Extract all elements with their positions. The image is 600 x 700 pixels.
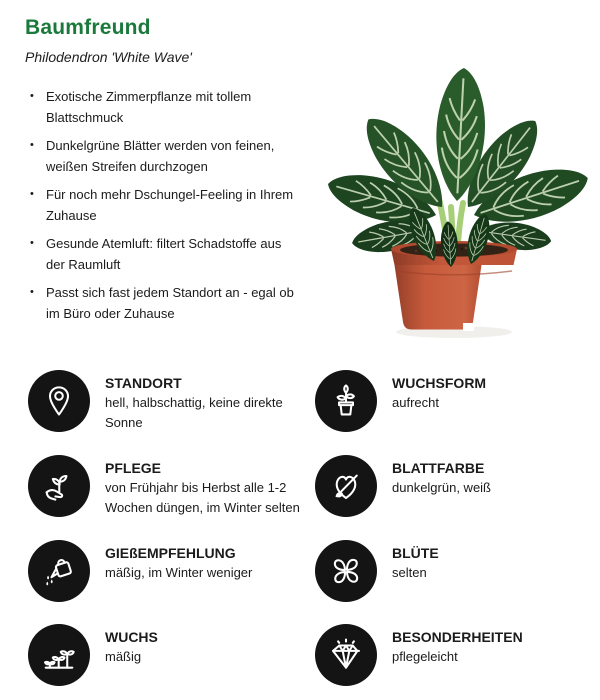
feature-description: selten — [392, 565, 427, 580]
feature-title: PFLEGE — [105, 460, 162, 476]
leaf-paintbrush-icon — [315, 455, 377, 517]
feature-description: aufrecht — [392, 395, 439, 410]
features-grid — [28, 370, 594, 686]
header — [25, 16, 192, 65]
feature-title: BLÜTE — [392, 545, 439, 561]
feature-description: dunkelgrün, weiß — [392, 480, 491, 495]
bullet-item: • Dunkelgrüne Blätter werden von feinen, weißen Streifen durchzogen — [27, 135, 299, 177]
location-pin-icon — [28, 370, 90, 432]
bullet-item: • Gesunde Atemluft: filtert Schadstoffe aus der Raumluft — [27, 233, 299, 275]
potted-plant-icon — [315, 370, 377, 432]
feature-bluete — [315, 540, 594, 602]
flower-icon — [315, 540, 377, 602]
feature-title: WUCHS — [105, 629, 158, 645]
bullet-item: • Exotische Zimmerpflanze mit tollem Blattschmuck — [27, 86, 299, 128]
feature-wuchs — [28, 624, 315, 686]
bullet-item: • Für noch mehr Dschungel-Feeling in Ihrem Zuhause — [27, 184, 299, 226]
botanical-name: Philodendron 'White Wave' — [25, 49, 192, 65]
feature-standort — [28, 370, 315, 433]
feature-pflege — [28, 455, 315, 518]
bullet-list — [27, 86, 299, 331]
feature-blattfarbe — [315, 455, 594, 518]
feature-besonderheiten — [315, 624, 594, 686]
feature-title: WUCHSFORM — [392, 375, 487, 391]
bullet-item: • Passt sich fast jedem Standort an - egal ob im Büro oder Zuhause — [27, 282, 299, 324]
feature-description: pflegeleicht — [392, 649, 458, 664]
hand-sprout-icon — [28, 455, 90, 517]
page-title: Baumfreund — [25, 16, 151, 39]
plant-photo — [316, 8, 592, 340]
feature-title: BESONDERHEITEN — [392, 629, 523, 645]
feature-title: STANDORT — [105, 375, 182, 391]
feature-description: mäßig — [105, 649, 142, 664]
feature-title: GIEßEMPFEHLUNG — [105, 545, 236, 561]
feature-description: mäßig, im Winter weniger — [105, 565, 253, 580]
feature-wuchsform — [315, 370, 594, 433]
feature-giessempfehlung — [28, 540, 315, 602]
sprouts-icon — [28, 624, 90, 686]
diamond-icon — [315, 624, 377, 686]
feature-title: BLATTFARBE — [392, 460, 485, 476]
feature-description: hell, halbschattig, keine direkte Sonne — [105, 395, 283, 430]
plant-illustration — [316, 8, 592, 340]
feature-description: von Frühjahr bis Herbst alle 1-2 Wochen düngen, im Winter selten — [105, 480, 300, 515]
watering-can-icon — [28, 540, 90, 602]
